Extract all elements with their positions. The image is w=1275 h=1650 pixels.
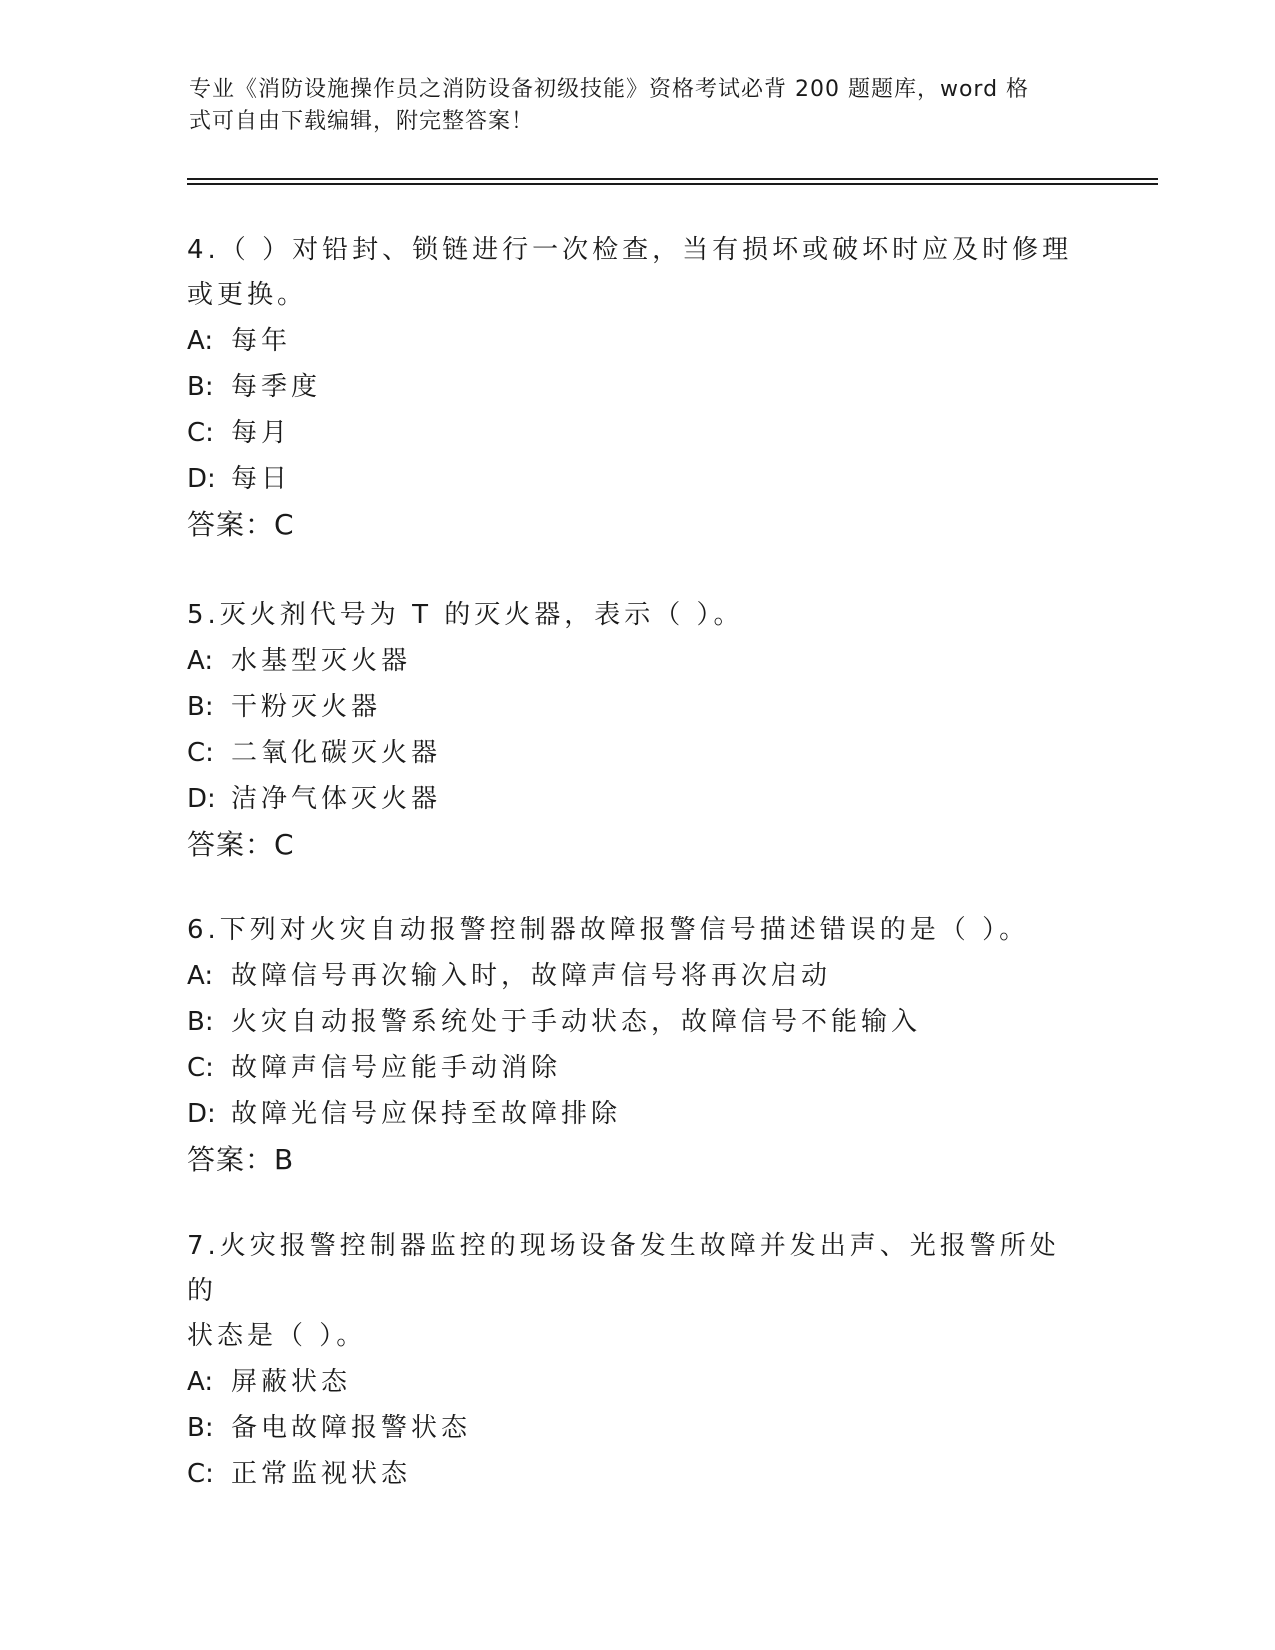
answer: 答案：C bbox=[187, 508, 295, 541]
option-b: B: 备电故障报警状态 bbox=[187, 1413, 472, 1443]
option-d: D: 故障光信号应保持至故障排除 bbox=[187, 1099, 622, 1129]
question-text: 5.灭火剂代号为 T 的灭火器，表示（ ）。 bbox=[187, 600, 744, 630]
option-a: A: 屏蔽状态 bbox=[187, 1367, 352, 1397]
option-c: C: 二氧化碳灭火器 bbox=[187, 738, 442, 768]
question-text: 4.（ ）对铅封、锁链进行一次检查，当有损坏或破坏时应及时修理 bbox=[187, 235, 1073, 265]
answer: 答案：C bbox=[187, 828, 295, 861]
question-7 bbox=[187, 1224, 1077, 1497]
option-a: A: 故障信号再次输入时，故障声信号将再次启动 bbox=[187, 961, 832, 991]
header-line-1: 专业《消防设施操作员之消防设备初级技能》资格考试必背 200 题题库，word 格 bbox=[189, 77, 1030, 102]
document-header bbox=[189, 74, 1069, 138]
question-text-continued: 或更换。 bbox=[187, 280, 308, 310]
header-divider-top bbox=[187, 178, 1158, 180]
option-b: B: 每季度 bbox=[187, 372, 322, 402]
question-text: 7.火灾报警控制器监控的现场设备发生故障并发出声、光报警所处的 bbox=[187, 1231, 1060, 1306]
header-divider-bottom bbox=[187, 183, 1158, 185]
option-c: C: 正常监视状态 bbox=[187, 1459, 412, 1489]
question-text: 6.下列对火灾自动报警控制器故障报警信号描述错误的是（ ）。 bbox=[187, 915, 1030, 945]
question-4 bbox=[187, 228, 1077, 548]
question-text-continued: 状态是（ ）。 bbox=[187, 1321, 367, 1351]
header-line-2: 式可自由下载编辑，附完整答案！ bbox=[189, 109, 535, 134]
option-a: A: 水基型灭火器 bbox=[187, 646, 412, 676]
question-6 bbox=[187, 908, 1077, 1183]
question-5 bbox=[187, 593, 1077, 868]
option-c: C: 故障声信号应能手动消除 bbox=[187, 1053, 562, 1083]
option-d: D: 每日 bbox=[187, 464, 292, 494]
option-d: D: 洁净气体灭火器 bbox=[187, 784, 442, 814]
answer: 答案：B bbox=[187, 1143, 295, 1176]
option-b: B: 干粉灭火器 bbox=[187, 692, 382, 722]
option-a: A: 每年 bbox=[187, 326, 292, 356]
option-c: C: 每月 bbox=[187, 418, 292, 448]
option-b: B: 火灾自动报警系统处于手动状态，故障信号不能输入 bbox=[187, 1007, 922, 1037]
